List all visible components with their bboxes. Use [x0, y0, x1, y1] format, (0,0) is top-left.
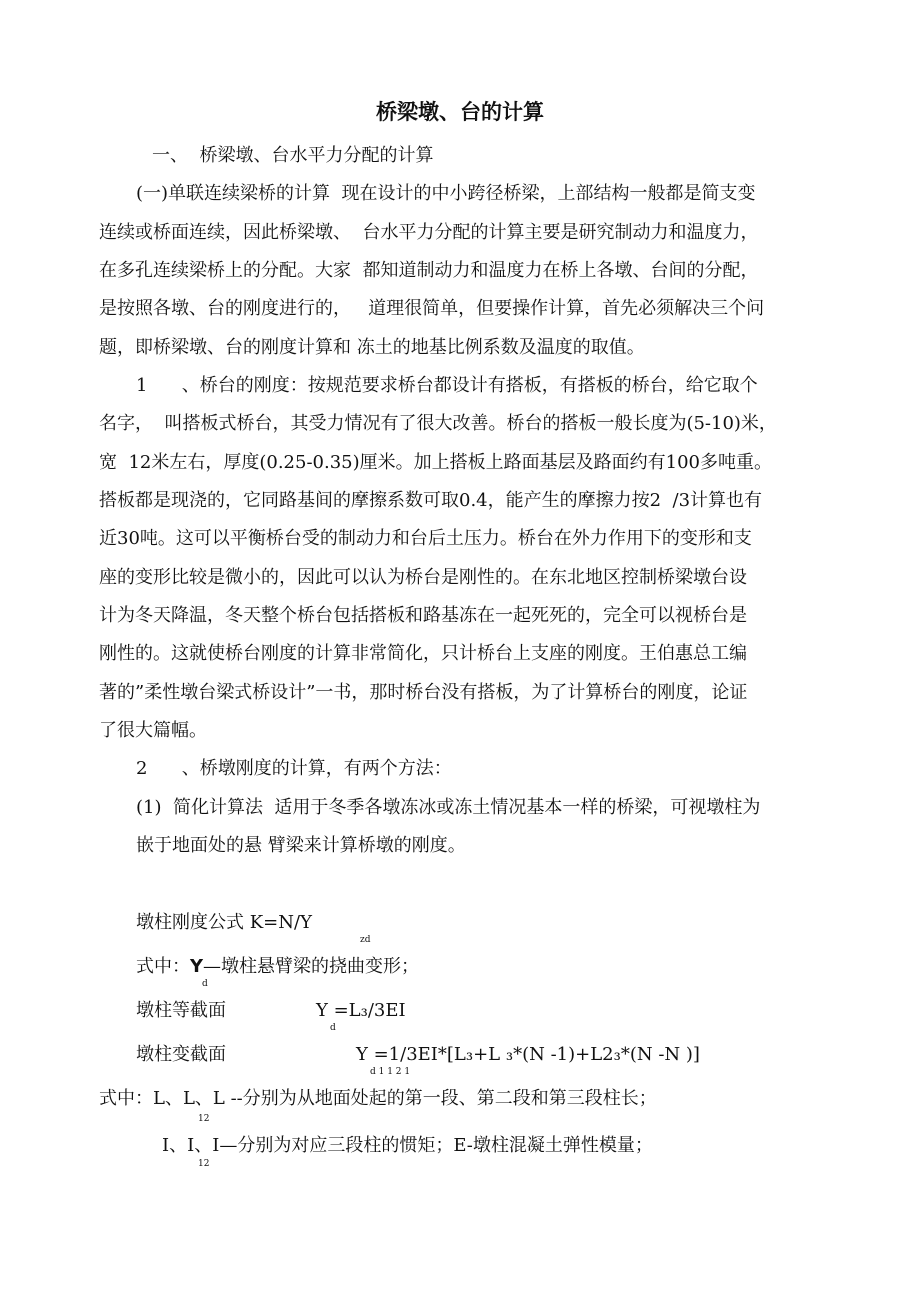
paragraph-line: 名字， 叫搭板式桥台，其受力情况有了很大改善。桥台的搭板一般长度为(5-10)米， — [99, 413, 777, 434]
paragraph-line: 宽 12米左右，厚度(0.25-0.35)厘米。加上搭板上路面基层及路面约有100多吨重。 — [99, 452, 772, 473]
formula-subscript: 12 — [198, 1159, 210, 1169]
section-heading: 一、 桥梁墩、台水平力分配的计算 — [152, 145, 434, 166]
paragraph-line: 座的变形比较是微小的，因此可以认为桥台是刚性的。在东北地区控制桥梁墩台设 — [99, 567, 747, 588]
paragraph-line: 是按照各墩、台的刚度进行的， 道理很简单，但要操作计算，首先必须解决三个问 — [99, 298, 765, 319]
formula-subscript: 12 — [198, 1114, 210, 1124]
formula-definition: 式中：Y—墩柱悬臂梁的挠曲变形； — [136, 956, 420, 977]
paragraph-line: 著的”柔性墩台梁式桥设计”一书，那时桥台没有搭板，为了计算桥台的刚度，论证 — [99, 682, 748, 703]
paragraph-line: 搭板都是现浇的，它同路基间的摩擦系数可取0.4，能产生的摩擦力按2 /3计算也有 — [99, 490, 763, 511]
paragraph-line: 在多孔连续梁桥上的分配。大家 都知道制动力和温度力在桥上各墩、台间的分配， — [99, 260, 759, 281]
formula-definition: I、I、I—分别为对应三段柱的惯矩；E-墩柱混凝土弹性模量； — [162, 1135, 653, 1156]
formula-stiffness: 墩柱刚度公式 K=N/Y — [136, 912, 312, 933]
paragraph-line: 计为冬天降温，冬天整个桥台包括搭板和路基冻在一起死死的，完全可以视桥台是 — [99, 605, 747, 626]
page-title: 桥梁墩、台的计算 — [376, 100, 544, 124]
paragraph-line: (一)单联连续梁桥的计算 现在设计的中小跨径桥梁，上部结构一般都是简支变 — [136, 183, 756, 204]
paragraph-line: 连续或桥面连续，因此桥梁墩、 台水平力分配的计算主要是研究制动力和温度力， — [99, 222, 759, 243]
formula-label: 墩柱变截面 — [136, 1044, 226, 1065]
paragraph-line: 近30吨。这可以平衡桥台受的制动力和台后土压力。桥台在外力作用下的变形和支 — [99, 528, 752, 549]
paragraph-line: (1) 简化计算法 适用于冬季各墩冻冰或冻土情况基本一样的桥梁，可视墩柱为 — [136, 797, 761, 818]
paragraph-line: 了很大篇幅。 — [99, 720, 207, 741]
paragraph-line: 嵌于地面处的悬 臂梁来计算桥墩的刚度。 — [136, 835, 466, 856]
formula-expression: Y =1/3EI*[L₃+L ₃*(N -1)+L2₃*(N -N )] — [356, 1044, 700, 1065]
formula-expression: Y =L₃/3EI — [316, 1000, 406, 1021]
formula-subscript: d — [330, 1023, 336, 1033]
paragraph-line: 刚性的。这就使桥台刚度的计算非常简化，只计桥台上支座的刚度。王伯惠总工编 — [99, 643, 747, 664]
paragraph-line: 题，即桥梁墩、台的刚度计算和 冻土的地基比例系数及温度的取值。 — [99, 337, 645, 358]
formula-subscript: d 1 1 2 1 — [370, 1067, 411, 1077]
paragraph-line: 1 、桥台的刚度：按规范要求桥台都设计有搭板，有搭板的桥台，给它取个 — [136, 375, 758, 396]
formula-label: 墩柱等截面 — [136, 1000, 226, 1021]
formula-subscript: d — [202, 979, 208, 989]
paragraph-line: 2 、桥墩刚度的计算，有两个方法： — [136, 758, 452, 779]
formula-subscript: zd — [360, 935, 371, 945]
formula-definition: 式中：L、L、L --分别为从地面处起的第一段、第二段和第三段柱长； — [99, 1088, 657, 1109]
